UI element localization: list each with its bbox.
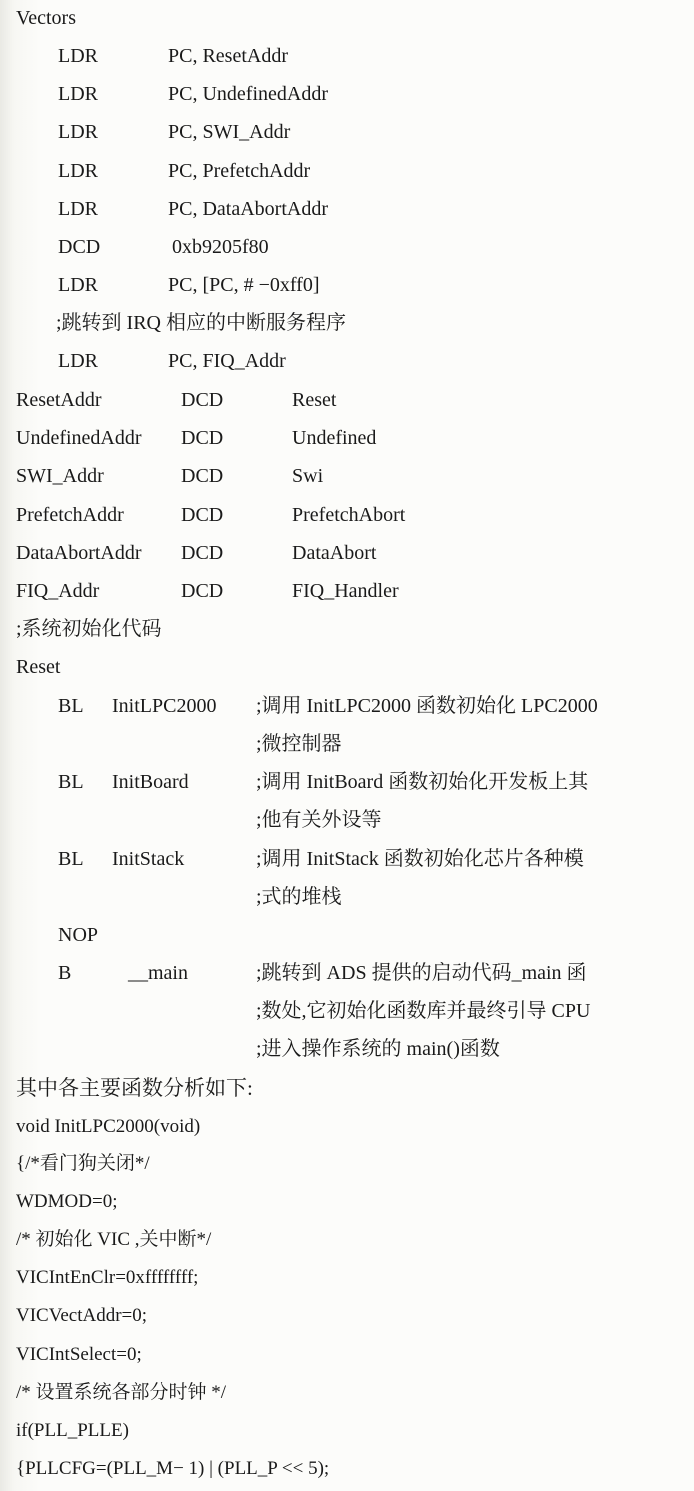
table-op: DCD: [181, 427, 224, 449]
operand: PC, SWI_Addr: [168, 121, 291, 143]
operand: PC, FIQ_Addr: [168, 350, 286, 372]
branch-target: __main: [128, 962, 188, 984]
call-target: InitBoard: [112, 771, 189, 793]
c-code-line: void InitLPC2000(void): [16, 1116, 201, 1137]
c-code-line: VICIntEnClr=0xffffffff;: [16, 1267, 199, 1288]
call-comment: ;调用 InitLPC2000 函数初始化 LPC2000: [256, 695, 598, 717]
c-code-line: VICIntSelect=0;: [16, 1344, 142, 1365]
c-code-line: /* 初始化 VIC ,关中断*/: [16, 1229, 212, 1250]
sysinit-comment: ;系统初始化代码: [16, 618, 162, 640]
table-label: DataAbortAddr: [16, 542, 142, 564]
call-target: InitLPC2000: [112, 695, 217, 717]
table-op: DCD: [181, 580, 224, 602]
table-label: PrefetchAddr: [16, 504, 124, 526]
c-code-line: VICVectAddr=0;: [16, 1305, 148, 1326]
opcode: B: [58, 962, 72, 984]
opcode: LDR: [58, 274, 98, 296]
opcode: LDR: [58, 350, 98, 372]
table-label: FIQ_Addr: [16, 580, 100, 602]
branch-comment: ;数处,它初始化函数库并最终引导 CPU: [256, 1000, 591, 1022]
c-code-line: WDMOD=0;: [16, 1191, 118, 1212]
table-value: Swi: [292, 465, 324, 487]
branch-comment: ;进入操作系统的 main()函数: [256, 1038, 500, 1060]
table-value: PrefetchAbort: [292, 504, 406, 526]
opcode: LDR: [58, 121, 98, 143]
opcode: BL: [58, 848, 84, 870]
opcode: LDR: [58, 160, 98, 182]
analysis-heading: 其中各主要函数分析如下:: [16, 1076, 253, 1100]
operand: PC, UndefinedAddr: [168, 83, 328, 105]
table-op: DCD: [181, 504, 224, 526]
reset-label: Reset: [16, 656, 61, 678]
c-code-line: if(PLL_PLLE): [16, 1420, 129, 1441]
operand: PC, DataAbortAddr: [168, 198, 328, 220]
branch-comment: ;跳转到 ADS 提供的启动代码_main 函: [256, 962, 587, 984]
opcode: DCD: [58, 236, 101, 258]
table-label: UndefinedAddr: [16, 427, 142, 449]
nop-line: NOP: [58, 924, 99, 946]
table-op: DCD: [181, 465, 224, 487]
table-value: DataAbort: [292, 542, 377, 564]
opcode: LDR: [58, 83, 98, 105]
c-code-line: /* 设置系统各部分时钟 */: [16, 1382, 227, 1403]
call-comment: ;调用 InitStack 函数初始化芯片各种模: [256, 848, 584, 870]
table-value: FIQ_Handler: [292, 580, 399, 602]
call-comment: ;微控制器: [256, 733, 342, 755]
operand: 0xb9205f80: [172, 236, 269, 258]
call-comment: ;调用 InitBoard 函数初始化开发板上其: [256, 771, 589, 793]
vectors-label: Vectors: [16, 7, 76, 29]
c-code-line: {PLLCFG=(PLL_M− 1) | (PLL_P << 5);: [16, 1458, 330, 1479]
opcode: BL: [58, 695, 84, 717]
table-value: Undefined: [292, 427, 377, 449]
irq-comment: ;跳转到 IRQ 相应的中断服务程序: [56, 312, 346, 334]
opcode: BL: [58, 771, 84, 793]
table-op: DCD: [181, 389, 224, 411]
opcode: LDR: [58, 45, 98, 67]
call-target: InitStack: [112, 848, 185, 870]
c-code-line: {/*看门狗关闭*/: [16, 1153, 150, 1174]
table-value: Reset: [292, 389, 337, 411]
operand: PC, [PC, # −0xff0]: [168, 274, 320, 296]
table-op: DCD: [181, 542, 224, 564]
call-comment: ;他有关外设等: [256, 809, 382, 831]
table-label: ResetAddr: [16, 389, 102, 411]
table-label: SWI_Addr: [16, 465, 104, 487]
operand: PC, PrefetchAddr: [168, 160, 311, 182]
operand: PC, ResetAddr: [168, 45, 288, 67]
opcode: LDR: [58, 198, 98, 220]
call-comment: ;式的堆栈: [256, 886, 342, 908]
